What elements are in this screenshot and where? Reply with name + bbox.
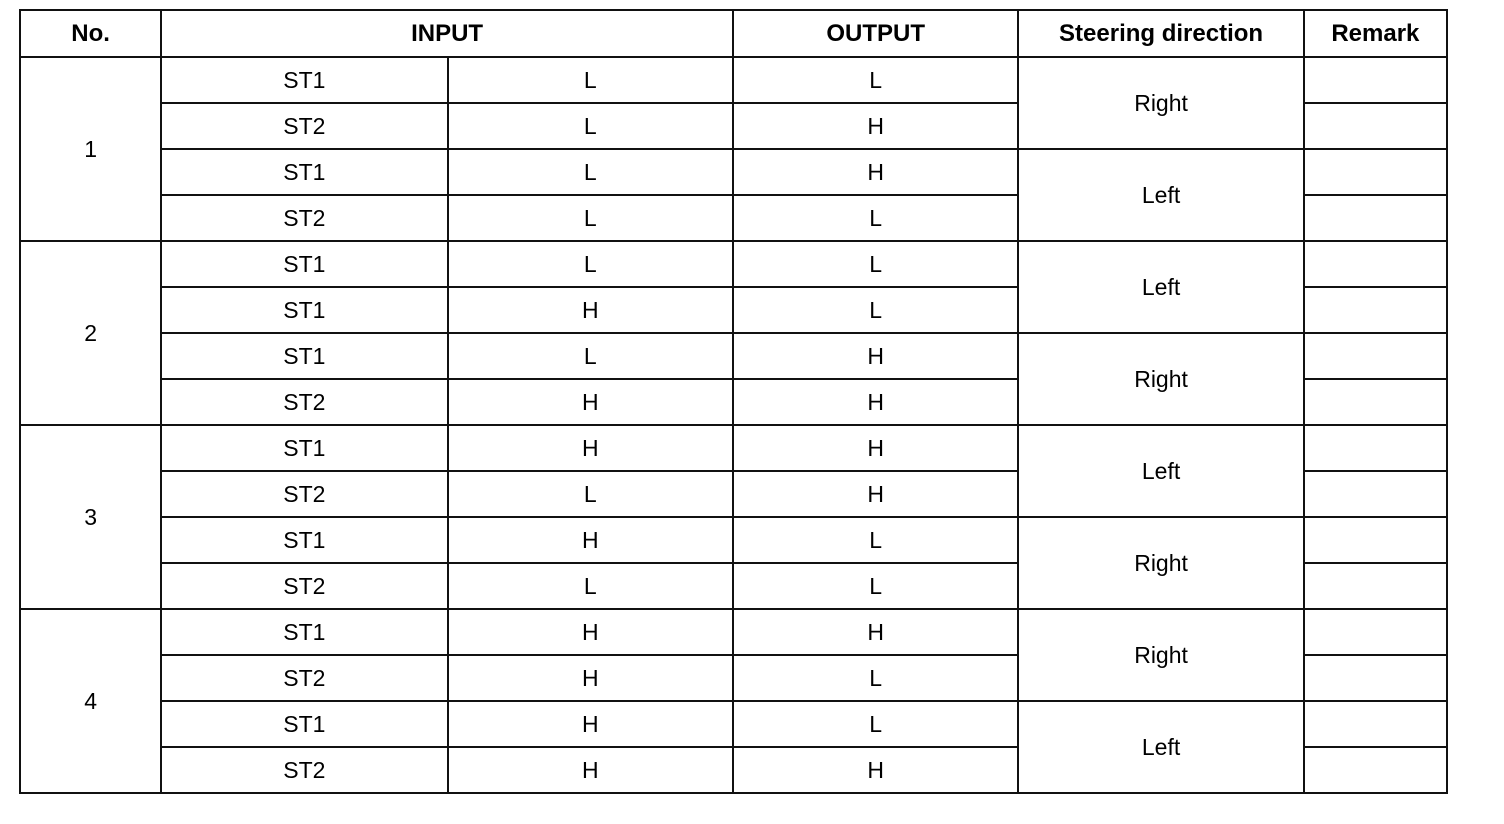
input-signal-cell: ST2 (161, 655, 447, 701)
input-level-cell: L (448, 149, 733, 195)
header-no: No. (20, 10, 161, 57)
output-level-cell: H (733, 609, 1018, 655)
group-number: 3 (20, 425, 161, 609)
table-row (20, 425, 1447, 471)
table-row (20, 57, 1447, 103)
input-signal-cell: ST1 (161, 425, 447, 471)
output-level-cell: L (733, 655, 1018, 701)
steering-direction-cell: Left (1018, 149, 1303, 241)
header-input: INPUT (161, 10, 733, 57)
input-level-cell: H (448, 517, 733, 563)
input-level-cell: L (448, 471, 733, 517)
group-number: 1 (20, 57, 161, 241)
header-steering-direction: Steering direction (1018, 10, 1303, 57)
input-signal-cell: ST2 (161, 747, 447, 793)
input-signal-cell: ST1 (161, 149, 447, 195)
remark-cell (1304, 701, 1447, 747)
table-row (20, 701, 1447, 747)
output-level-cell: H (733, 471, 1018, 517)
steering-direction-cell: Right (1018, 517, 1303, 609)
header-output: OUTPUT (733, 10, 1018, 57)
input-signal-cell: ST2 (161, 379, 447, 425)
table-row (20, 609, 1447, 655)
remark-cell (1304, 287, 1447, 333)
steering-direction-cell: Left (1018, 425, 1303, 517)
input-signal-cell: ST2 (161, 195, 447, 241)
remark-cell (1304, 563, 1447, 609)
header-remark: Remark (1304, 10, 1447, 57)
table-row (20, 333, 1447, 379)
input-signal-cell: ST1 (161, 333, 447, 379)
remark-cell (1304, 241, 1447, 287)
output-level-cell: H (733, 379, 1018, 425)
input-signal-cell: ST1 (161, 57, 447, 103)
input-level-cell: L (448, 333, 733, 379)
table-row (20, 517, 1447, 563)
remark-cell (1304, 195, 1447, 241)
output-level-cell: H (733, 333, 1018, 379)
steering-direction-cell: Right (1018, 57, 1303, 149)
group-number: 2 (20, 241, 161, 425)
output-level-cell: H (733, 149, 1018, 195)
input-signal-cell: ST2 (161, 563, 447, 609)
input-signal-cell: ST1 (161, 287, 447, 333)
input-level-cell: L (448, 195, 733, 241)
remark-cell (1304, 333, 1447, 379)
remark-cell (1304, 655, 1447, 701)
remark-cell (1304, 517, 1447, 563)
input-level-cell: H (448, 425, 733, 471)
input-signal-cell: ST1 (161, 241, 447, 287)
steering-logic-table (19, 9, 1448, 794)
remark-cell (1304, 425, 1447, 471)
input-level-cell: H (448, 287, 733, 333)
remark-cell (1304, 57, 1447, 103)
table-row (20, 149, 1447, 195)
remark-cell (1304, 471, 1447, 517)
input-signal-cell: ST2 (161, 471, 447, 517)
table-header (20, 10, 1447, 57)
remark-cell (1304, 747, 1447, 793)
remark-cell (1304, 149, 1447, 195)
input-level-cell: H (448, 379, 733, 425)
output-level-cell: L (733, 241, 1018, 287)
output-level-cell: L (733, 57, 1018, 103)
output-level-cell: H (733, 425, 1018, 471)
table-body (20, 57, 1447, 793)
steering-direction-cell: Right (1018, 609, 1303, 701)
input-level-cell: L (448, 103, 733, 149)
input-level-cell: H (448, 609, 733, 655)
output-level-cell: H (733, 747, 1018, 793)
header-row (20, 10, 1447, 57)
input-level-cell: H (448, 655, 733, 701)
input-signal-cell: ST1 (161, 517, 447, 563)
input-signal-cell: ST2 (161, 103, 447, 149)
remark-cell (1304, 379, 1447, 425)
output-level-cell: L (733, 287, 1018, 333)
remark-cell (1304, 609, 1447, 655)
output-level-cell: L (733, 517, 1018, 563)
output-level-cell: L (733, 701, 1018, 747)
input-signal-cell: ST1 (161, 609, 447, 655)
output-level-cell: L (733, 195, 1018, 241)
remark-cell (1304, 103, 1447, 149)
input-level-cell: H (448, 747, 733, 793)
input-level-cell: L (448, 57, 733, 103)
output-level-cell: H (733, 103, 1018, 149)
steering-direction-cell: Right (1018, 333, 1303, 425)
steering-direction-cell: Left (1018, 241, 1303, 333)
input-level-cell: L (448, 563, 733, 609)
steering-direction-cell: Left (1018, 701, 1303, 793)
table-row (20, 241, 1447, 287)
input-level-cell: L (448, 241, 733, 287)
input-level-cell: H (448, 701, 733, 747)
input-signal-cell: ST1 (161, 701, 447, 747)
group-number: 4 (20, 609, 161, 793)
output-level-cell: L (733, 563, 1018, 609)
